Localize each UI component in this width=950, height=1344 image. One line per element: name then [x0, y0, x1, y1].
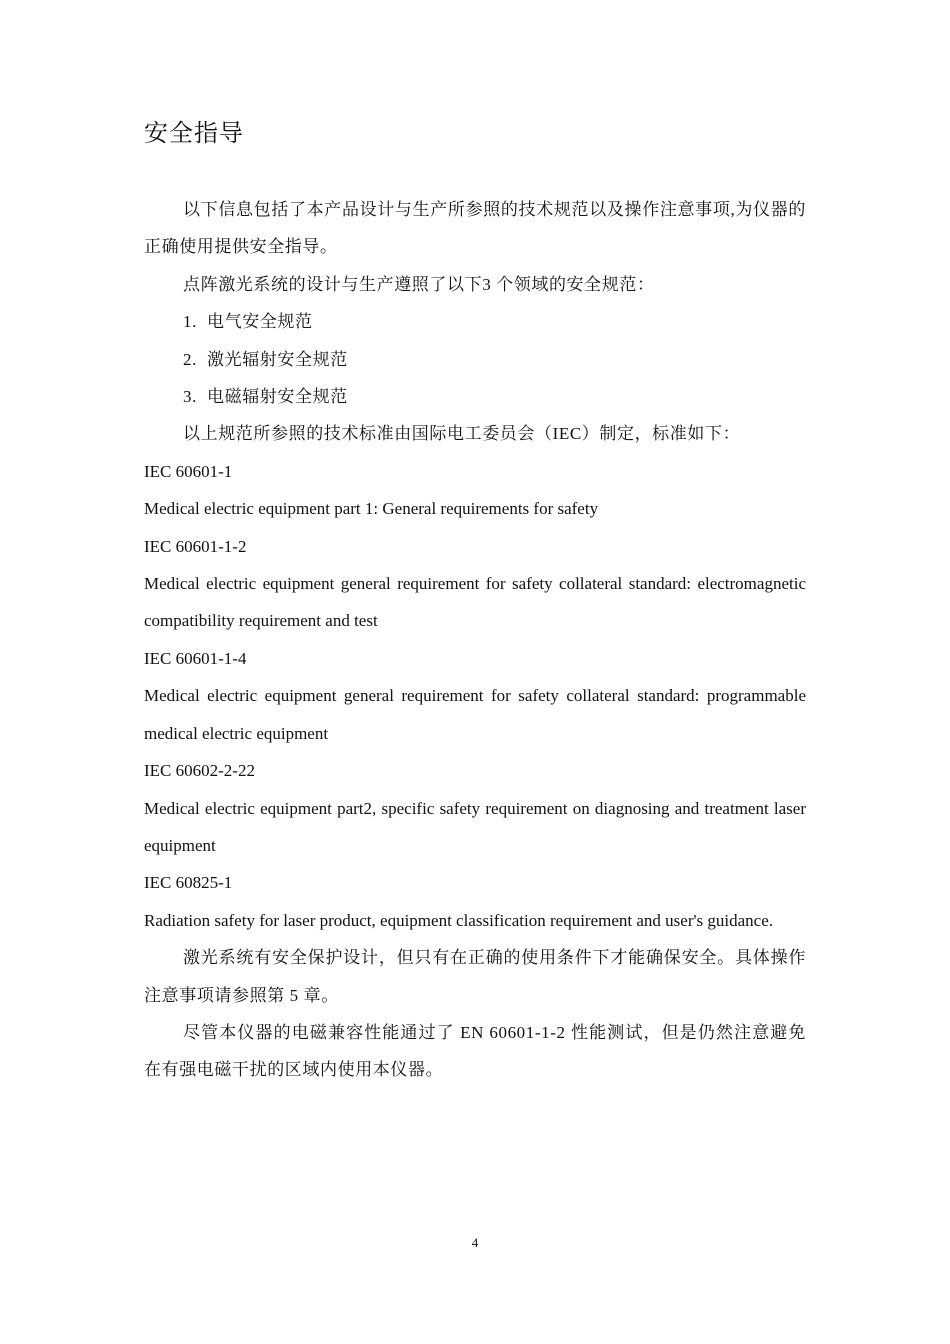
standard-description: Radiation safety for laser product, equipment classification requirement and user's guidance.	[144, 910, 774, 930]
document-body	[144, 191, 806, 1089]
standard-code: IEC 60825-1	[144, 873, 233, 893]
standard-code: IEC 60602-2-22	[144, 761, 255, 781]
emc-paragraph: 尽管本仪器的电磁兼容性能通过了 EN 60601-1-2 性能测试，但是仍然注意避免在有强电磁干扰的区域内使用本仪器。	[144, 1022, 806, 1080]
list-item	[144, 341, 806, 378]
scope-paragraph: 点阵激光系统的设计与生产遵照了以下3 个领域的安全规范：	[183, 274, 655, 294]
list-item-text: 电气安全规范	[207, 312, 313, 332]
list-item-number: 2.	[183, 349, 197, 369]
standard-code: IEC 60601-1-2	[144, 536, 247, 556]
standards-intro: 以上规范所参照的技术标准由国际电工委员会（IEC）制定，标准如下：	[183, 424, 741, 444]
list-item-text: 电磁辐射安全规范	[207, 387, 348, 407]
list-item-number: 3.	[183, 387, 197, 407]
safety-design-paragraph: 激光系统有安全保护设计，但只有在正确的使用条件下才能确保安全。具体操作注意事项请参照第 5 章。	[144, 948, 806, 1005]
standard-description: Medical electric equipment general requirement for safety collateral standard: programmable medical electric equipment	[144, 686, 806, 743]
standard-code: IEC 60601-1-4	[144, 648, 247, 668]
standard-description: Medical electric equipment part2, specific safety requirement on diagnosing and treatment laser equipment	[144, 798, 806, 855]
standard-description: Medical electric equipment general requirement for safety collateral standard: electromagnetic compatibility requirement and test	[144, 574, 806, 631]
list-item	[144, 303, 806, 340]
list-item	[144, 378, 806, 415]
list-item-number: 1.	[183, 312, 197, 332]
page-title: 安全指导	[144, 121, 244, 147]
list-item-text: 激光辐射安全规范	[207, 349, 348, 369]
page-number: 4	[471, 1235, 479, 1250]
intro-paragraph: 以下信息包括了本产品设计与生产所参照的技术规范以及操作注意事项,为仪器的正确使用提供安全指导。	[144, 200, 806, 257]
standard-code: IEC 60601-1	[144, 461, 233, 481]
standard-description: Medical electric equipment part 1: General requirements for safety	[144, 499, 599, 519]
